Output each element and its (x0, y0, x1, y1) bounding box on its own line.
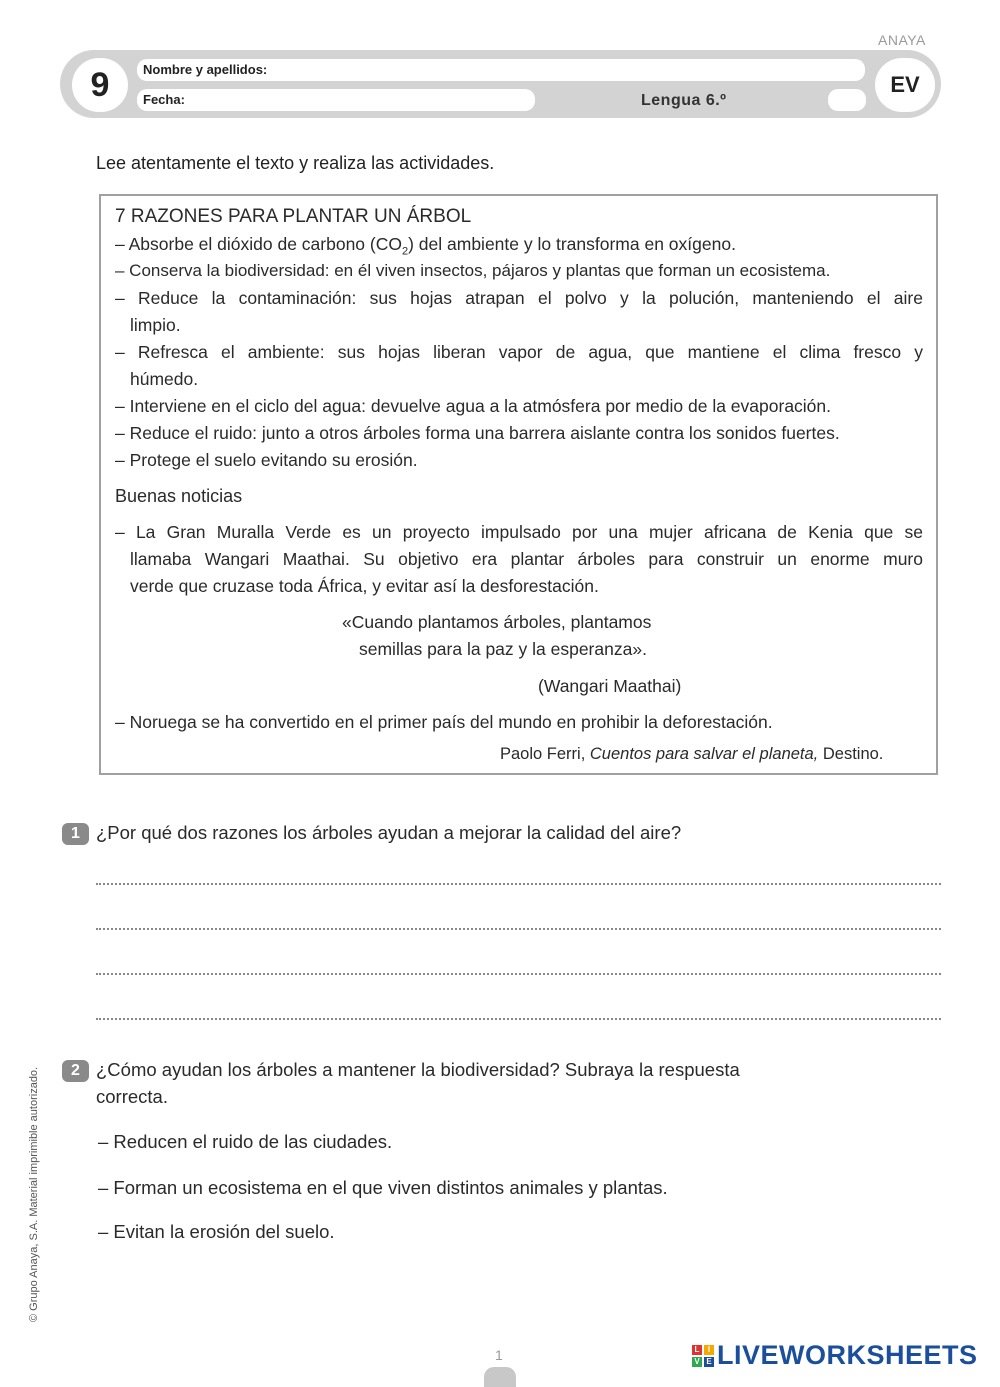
date-field[interactable] (137, 89, 535, 111)
reason-line: – Conserva la biodiversidad: en él viven insectos, pájaros y plantas que forman un ecosistema. (115, 261, 831, 280)
quote-author: (Wangari Maathai) (538, 676, 682, 696)
liveworksheets-icon: L I V E (692, 1345, 714, 1367)
answer-line[interactable] (96, 883, 941, 885)
name-label: Nombre y apellidos: (143, 62, 268, 77)
quote-line: «Cuando plantamos árboles, plantamos (342, 612, 652, 632)
answer-option-1[interactable]: – Reducen el ruido de las ciudades. (98, 1131, 393, 1152)
reason-line: – Protege el suelo evitando su erosión. (115, 450, 418, 470)
news-line: – La Gran Muralla Verde es un proyecto impulsado por una mujer africana de Kenia que se (115, 522, 923, 542)
liveworksheets-wordmark: LIVEWORKSHEETS (717, 1340, 978, 1370)
reason-line: – Interviene en el ciclo del agua: devuelve agua a la atmósfera por medio de la evaporación. (115, 396, 832, 416)
reading-subtitle: Buenas noticias (115, 486, 243, 506)
reason-line-continuation: limpio. (130, 315, 181, 335)
question-2-number: 2 (62, 1060, 89, 1082)
reason-line: – Refresca el ambiente: sus hojas liberan vapor de agua, que mantiene el clima fresco y (115, 342, 923, 362)
question-2-text-continuation: correcta. (96, 1086, 168, 1107)
evaluation-badge: EV (875, 58, 935, 112)
copyright-notice: © Grupo Anaya, S.A. Material imprimible autorizado. (28, 1066, 40, 1322)
news-line: verde que cruzase toda África, y evitar así la desforestación. (130, 576, 599, 596)
reason-line-continuation: húmedo. (130, 369, 199, 389)
publisher-logo: ANAYA (878, 32, 926, 48)
date-label: Fecha: (143, 92, 185, 107)
question-1-number: 1 (62, 823, 89, 845)
answer-line[interactable] (96, 928, 941, 930)
news-line: llamaba Wangari Maathai. Su objetivo era plantar árboles para construir un enorme muro (130, 549, 923, 569)
page-tab (484, 1367, 516, 1387)
answer-option-2[interactable]: – Forman un ecosistema en el que viven distintos animales y plantas. (98, 1177, 668, 1198)
question-2-text: ¿Cómo ayudan los árboles a mantener la biodiversidad? Subraya la respuesta (96, 1059, 740, 1080)
answer-option-3[interactable]: – Evitan la erosión del suelo. (98, 1221, 335, 1242)
news-line: – Noruega se ha convertido en el primer país del mundo en prohibir la deforestación. (115, 712, 773, 732)
unit-number: 9 (72, 58, 128, 112)
reading-title: 7 RAZONES PARA PLANTAR UN ÁRBOL (115, 206, 472, 227)
reading-box (99, 194, 938, 775)
reason-line: – Absorbe el dióxido de carbono $(CO_2)$ del ambiente y lo transforma en oxígeno. (115, 234, 736, 258)
source-citation: Paolo Ferri, Cuentos para salvar el planeta, Destino. (500, 745, 884, 763)
liveworksheets-logo (692, 1340, 978, 1371)
page-number: 1 (495, 1347, 503, 1363)
question-1-text: ¿Por qué dos razones los árboles ayudan a mejorar la calidad del aire? (96, 822, 682, 843)
extra-field[interactable] (828, 89, 866, 111)
answer-line[interactable] (96, 1018, 941, 1020)
quote-line: semillas para la paz y la esperanza». (359, 639, 647, 659)
reason-line: – Reduce la contaminación: sus hojas atrapan el polvo y la polución, manteniendo el aire (115, 288, 923, 308)
reason-line: – Reduce el ruido: junto a otros árboles forma una barrera aislante contra los sonidos fuertes. (115, 423, 840, 443)
answer-line[interactable] (96, 973, 941, 975)
subject-label: Lengua 6.º (641, 92, 727, 109)
instruction: Lee atentamente el texto y realiza las actividades. (96, 153, 495, 173)
